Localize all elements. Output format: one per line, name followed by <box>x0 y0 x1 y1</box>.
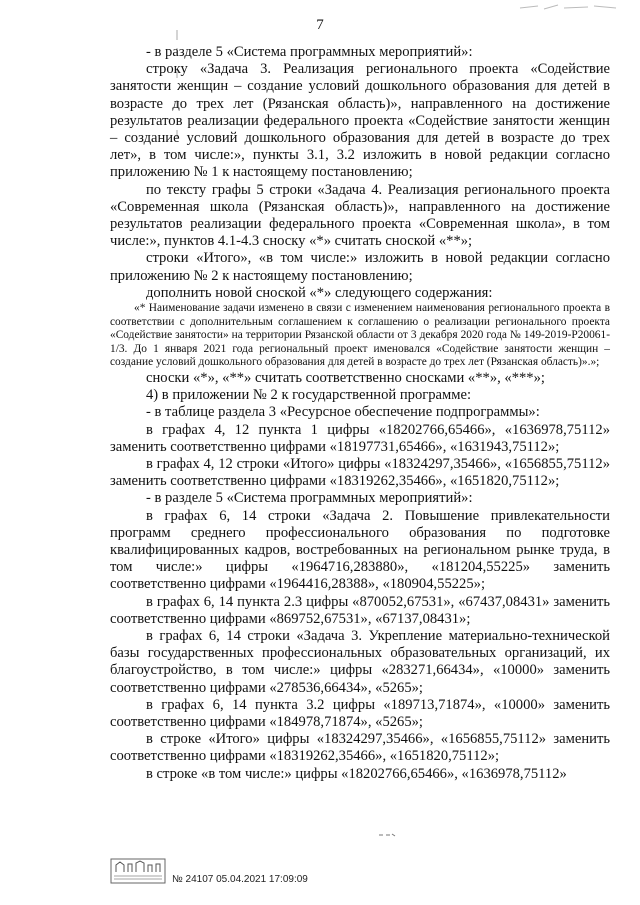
paragraph-task3-row: строку «Задача 3. Реализация регионального проекта «Содействие занятости женщин – создание условий дошкольного образования для детей в возрасте до трех лет (Рязанская область)», направленного на достижение результатов реализации федерального проекта «Содействие занятости женщин – создание условий дошкольного образования для детей в возрасте до трех лет», в том числе:», пункты 3.1, 3.2 изложить в новой редакции согласно приложению № 1 к настоящему постановлению; <box>110 61 610 181</box>
registration-number-date: 24107 05.04.2021 17:09:09 <box>185 874 308 885</box>
paragraph-item32-figures: в графах 6, 14 пункта 3.2 цифры «189713,71874», «10000» заменить соответственно цифрами «184978,71874», «5265»; <box>110 696 610 731</box>
paragraph-item1-figures: в графах 4, 12 пункта 1 цифры «18202766,65466», «1636978,75112» заменить соответственно цифрами «18197731,65466», «1631943,75112»; <box>110 421 610 455</box>
paragraph-task3-figures: в графах 6, 14 строки «Задача 3. Укрепление материально-технической базы государственных профессиональных образовательных организаций, их благоустройство, в том числе:» цифры «283271,66434», «10000» заменить соответственно цифрами «278536,66434», «5265»; <box>110 628 610 696</box>
document-body <box>110 44 610 783</box>
paragraph-total-rows: строки «Итого», «в том числе:» изложить в новой редакции согласно приложению № 2 к настоящему постановлению; <box>110 250 610 284</box>
paragraph-task4-footnote: по тексту графы 5 строки «Задача 4. Реализация регионального проекта «Современная школа (Рязанская область)», направленного на достижение результатов реализации федерального проекта «Современная школа», в том числе:», пунктов 4.1-4.3 сноску «*» считать сноской «**»; <box>110 181 610 250</box>
registration-number-sign: № <box>172 874 183 885</box>
paragraph-renumber-footnotes: сноски «*», «**» считать соответственно сносками «**», «***»; <box>146 370 545 387</box>
paragraph-total-figures: в графах 4, 12 строки «Итого» цифры «18324297,35466», «1656855,75112» заменить соответственно цифрами «18319262,35466», «1651820,75112»; <box>110 456 610 490</box>
page-number: 7 <box>316 17 324 33</box>
scan-dash-mark <box>378 832 396 838</box>
paragraph-appendix2-heading: 4) в приложении № 2 к государственной программе: <box>146 387 472 404</box>
document-footer <box>110 858 370 888</box>
registry-stamp-logo <box>110 858 166 884</box>
paragraph-section5-program: - в разделе 5 «Система программных мероприятий»: <box>146 490 473 507</box>
paragraph-add-footnote: дополнить новой сноской «*» следующего содержания: <box>146 284 493 301</box>
footnote-text: «* Наименование задачи изменено в связи с изменением наименования регионального проекта в соответствии с дополнительным соглашением к соглашению о реализации регионального проекта «Содействие занятости» на территории Рязанской области от 3 декабря 2020 года № 149-2019-Р20061-1/3. До 1 января 2021 года региональный проект именовался «Содействие занятости женщин – создание условий дошкольного образования для детей в возрасте до трех лет (Рязанская область)».»; <box>110 302 610 369</box>
paragraph-total-row-figures: в строке «Итого» цифры «18324297,35466», «1656855,75112» заменить соответственно цифрами «18319262,35466», «1651820,75112»; <box>110 731 610 765</box>
paragraph-section5-heading: - в разделе 5 «Система программных мероприятий»: <box>146 44 473 60</box>
paragraph-table-section3: - в таблице раздела 3 «Ресурсное обеспечение подпрограммы»: <box>146 404 540 421</box>
scan-corner-mark <box>518 2 618 12</box>
paragraph-item23-figures: в графах 6, 14 пункта 2.3 цифры «870052,67531», «67437,08431» заменить соответственно цифрами «869752,67531», «67137,08431»; <box>110 593 610 627</box>
registration-stamp <box>172 874 308 886</box>
paragraph-task2-figures: в графах 6, 14 строки «Задача 2. Повышение привлекательности программ среднего профессионального образования по подготовке квалифицированных кадров, востребованных на региональном рынке труда, в том числе:» цифры «1964716,283880», «181204,55225» заменить соответственно цифрами «1964416,28388», «180904,55225»; <box>110 507 610 593</box>
paragraph-including-row-figures: в строке «в том числе:» цифры «18202766,65466», «1636978,75112» <box>146 765 567 782</box>
